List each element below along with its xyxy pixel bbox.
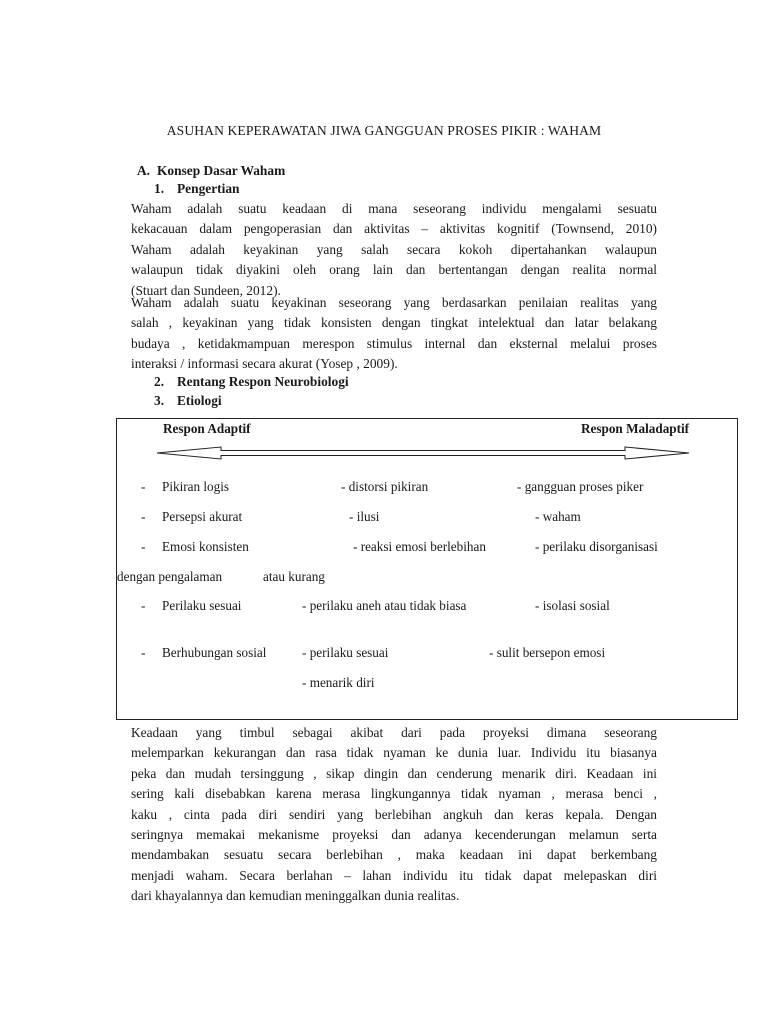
section-a-heading: Konsep Dasar Waham bbox=[157, 163, 286, 178]
maladaptive-label: Respon Maladaptif bbox=[581, 421, 690, 436]
middle-item-continuation: atau kurang bbox=[263, 569, 325, 584]
paragraph-definition-1 bbox=[131, 199, 657, 301]
item-3-heading: Etiologi bbox=[177, 393, 222, 408]
adaptive-item: Emosi konsisten bbox=[162, 539, 249, 554]
paragraph-line: interaksi / informasi secara akurat (Yosep , 2009). bbox=[131, 356, 398, 372]
middle-item: - ilusi bbox=[349, 509, 380, 524]
item-2-marker: 2. bbox=[154, 374, 165, 389]
middle-item-extra: - menarik diri bbox=[302, 675, 375, 690]
row-dash: - bbox=[141, 479, 146, 494]
row-dash: - bbox=[141, 509, 146, 524]
item-1-marker: 1. bbox=[154, 181, 165, 196]
row-dash: - bbox=[141, 598, 146, 613]
paragraph-line: (Stuart dan Sundeen, 2012). bbox=[131, 282, 281, 298]
document-title: ASUHAN KEPERAWATAN JIWA GANGGUAN PROSES PIKIR : WAHAM bbox=[166, 123, 602, 138]
item-3-marker: 3. bbox=[154, 393, 165, 408]
item-1-heading: Pengertian bbox=[177, 181, 240, 196]
paragraph-line: Waham adalah suatu keyakinan seseorang yang berdasarkan penilaian realitas yang bbox=[131, 295, 657, 310]
paragraph-line: peka dan mudah tersinggung , sikap dingin dan cenderung menarik diri. Keadaan ini bbox=[131, 765, 657, 781]
adaptive-item: Persepsi akurat bbox=[162, 509, 243, 524]
section-a-marker: A. bbox=[137, 163, 151, 178]
paragraph-line: Waham adalah suatu keadaan di mana seseorang individu mengalami sesuatu bbox=[131, 201, 657, 216]
maladaptive-item: - perilaku disorganisasi bbox=[535, 539, 658, 554]
paragraph-line: menjadi waham. Secara berlahan – lahan individu itu tidak dapat melepaskan diri bbox=[131, 867, 657, 883]
middle-item: - perilaku sesuai bbox=[302, 645, 389, 660]
paragraph-line: seringnya memakai mekanisme proyeksi dan adanya kecenderungan melamun serta bbox=[131, 826, 657, 842]
adaptive-item: Pikiran logis bbox=[162, 479, 230, 494]
paragraph-line: mendambakan sesuatu secara berlebihan , maka keadaan ini dapat berkembang bbox=[131, 847, 657, 863]
adaptive-item-continuation: dengan pengalaman bbox=[117, 569, 223, 584]
paragraph-line: kekacauan dalam pengoperasian dan aktivitas – aktivitas kognitif (Townsend, 2010) bbox=[131, 221, 657, 237]
row-dash: - bbox=[141, 645, 146, 660]
middle-item: - perilaku aneh atau tidak biasa bbox=[302, 598, 467, 613]
middle-item: - reaksi emosi berlebihan bbox=[353, 539, 486, 554]
paragraph-line: sering kali disebabkan karena merasa lingkungannya tidak nyaman , merasa benci , bbox=[131, 786, 657, 802]
double-arrow-icon bbox=[155, 445, 691, 461]
paragraph-line: Keadaan yang timbul sebagai akibat dari pada proyeksi dimana seseorang bbox=[131, 725, 657, 740]
maladaptive-item: - gangguan proses piker bbox=[517, 479, 644, 494]
maladaptive-item: - waham bbox=[535, 509, 581, 524]
paragraph-line: salah , keyakinan yang tidak konsisten dengan tingkat intelektual dan latar belakang bbox=[131, 315, 657, 331]
adaptive-item: Perilaku sesuai bbox=[162, 598, 242, 613]
response-continuum-box bbox=[116, 418, 738, 720]
paragraph-line: walaupun tidak diyakini oleh orang lain dan bertentangan dengan realita normal bbox=[131, 262, 657, 278]
row-dash: - bbox=[141, 539, 146, 554]
item-2-heading: Rentang Respon Neurobiologi bbox=[177, 374, 349, 389]
paragraph-line: melemparkan kekurangan dan rasa tidak nyaman ke dunia luar. Individu itu biasanya bbox=[131, 745, 657, 761]
maladaptive-item: - isolasi sosial bbox=[535, 598, 610, 613]
paragraph-etiology bbox=[131, 723, 657, 907]
paragraph-definition-2 bbox=[131, 293, 657, 375]
paragraph-line: dari khayalannya dan kemudian meninggalkan dunia realitas. bbox=[131, 888, 460, 904]
adaptive-item: Berhubungan sosial bbox=[162, 645, 267, 660]
paragraph-line: Waham adalah keyakinan yang salah secara kokoh dipertahankan walaupun bbox=[131, 241, 657, 257]
paragraph-line: budaya , ketidakmampuan merespon stimulus internal dan eksternal melalui proses bbox=[131, 335, 657, 351]
paragraph-line: kaku , cinta pada diri sendiri yang berlebihan angkuh dan keras kepala. Dengan bbox=[131, 806, 657, 822]
maladaptive-item: - sulit bersepon emosi bbox=[489, 645, 606, 660]
middle-item: - distorsi pikiran bbox=[341, 479, 429, 494]
adaptive-label: Respon Adaptif bbox=[163, 421, 251, 436]
